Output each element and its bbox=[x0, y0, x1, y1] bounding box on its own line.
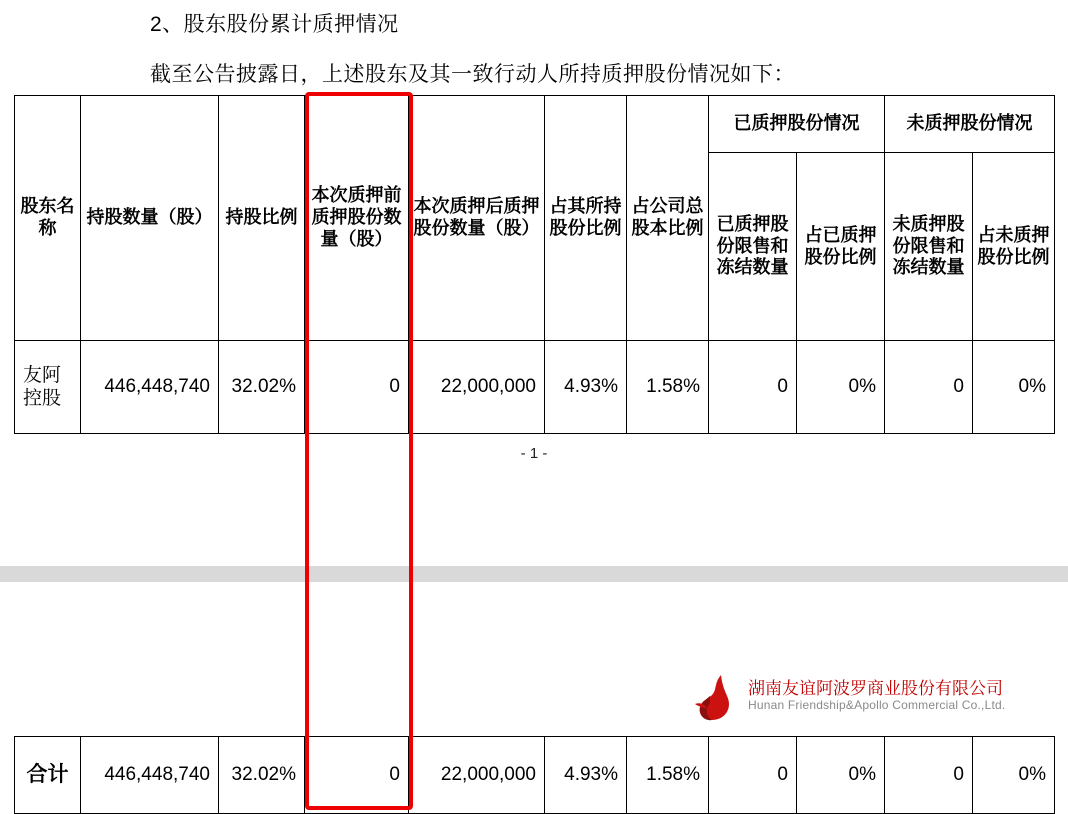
header-pledged-restricted: 已质押股份限售和冻结数量 bbox=[709, 153, 797, 341]
table-row bbox=[15, 737, 1055, 814]
header-unpledged-group: 未质押股份情况 bbox=[885, 96, 1055, 153]
cell-ratio-of-own-holding: 4.93% bbox=[545, 341, 627, 434]
cell-unpledged-restricted: 0 bbox=[885, 341, 973, 434]
header-pledged-restricted-ratio: 占已质押股份比例 bbox=[797, 153, 885, 341]
section-subheading: 截至公告披露日，上述股东及其一致行动人所持质押股份情况如下： bbox=[150, 63, 795, 86]
header-pledged-before: 本次质押前质押股份数量（股） bbox=[305, 96, 409, 341]
cell-unpledged-restricted-ratio: 0% bbox=[973, 341, 1055, 434]
cell-total-unpledged-restricted: 0 bbox=[885, 737, 973, 814]
cell-total-shares-held: 446,448,740 bbox=[81, 737, 219, 814]
header-shares-held: 持股数量（股） bbox=[81, 96, 219, 341]
cell-total-unpledged-restricted-ratio: 0% bbox=[973, 737, 1055, 814]
cell-total-pledged-restricted: 0 bbox=[709, 737, 797, 814]
cell-total-label: 合计 bbox=[15, 737, 81, 814]
cell-shares-held: 446,448,740 bbox=[81, 341, 219, 434]
header-shareholder-name: 股东名称 bbox=[15, 96, 81, 341]
flame-logo-icon bbox=[694, 674, 740, 722]
cell-pledged-restricted: 0 bbox=[709, 341, 797, 434]
header-unpledged-restricted-ratio: 占未质押股份比例 bbox=[973, 153, 1055, 341]
header-ratio-of-own-holding: 占其所持股份比例 bbox=[545, 96, 627, 341]
cell-holding-ratio: 32.02% bbox=[219, 341, 305, 434]
cell-pledged-before: 0 bbox=[305, 341, 409, 434]
cell-shareholder-name: 友阿控股 bbox=[15, 341, 81, 434]
page-number: - 1 - bbox=[520, 445, 548, 462]
company-logo-block bbox=[694, 672, 1024, 728]
cell-ratio-of-total-capital: 1.58% bbox=[627, 341, 709, 434]
table-header-row-1 bbox=[15, 96, 1055, 153]
header-pledged-after: 本次质押后质押股份数量（股） bbox=[409, 96, 545, 341]
page-separator-band bbox=[0, 566, 1068, 582]
table-row bbox=[15, 341, 1055, 434]
cell-total-pledged-after: 22,000,000 bbox=[409, 737, 545, 814]
pledge-summary-table bbox=[14, 95, 1055, 434]
header-unpledged-restricted: 未质押股份限售和冻结数量 bbox=[885, 153, 973, 341]
company-name-en: Hunan Friendship&Apollo Commercial Co.,Ltd. bbox=[748, 698, 1006, 712]
header-pledged-group: 已质押股份情况 bbox=[709, 96, 885, 153]
cell-total-pledged-before: 0 bbox=[305, 737, 409, 814]
total-row-table bbox=[14, 736, 1055, 814]
section-heading: 2、股东股份累计质押情况 bbox=[150, 13, 399, 36]
cell-total-holding-ratio: 32.02% bbox=[219, 737, 305, 814]
header-ratio-of-total-capital: 占公司总股本比例 bbox=[627, 96, 709, 341]
company-name-cn: 湖南友谊阿波罗商业股份有限公司 bbox=[748, 679, 1003, 698]
cell-total-ratio-of-own-holding: 4.93% bbox=[545, 737, 627, 814]
cell-total-pledged-restricted-ratio: 0% bbox=[797, 737, 885, 814]
cell-total-ratio-of-total-capital: 1.58% bbox=[627, 737, 709, 814]
cell-pledged-restricted-ratio: 0% bbox=[797, 341, 885, 434]
cell-pledged-after: 22,000,000 bbox=[409, 341, 545, 434]
header-holding-ratio: 持股比例 bbox=[219, 96, 305, 341]
